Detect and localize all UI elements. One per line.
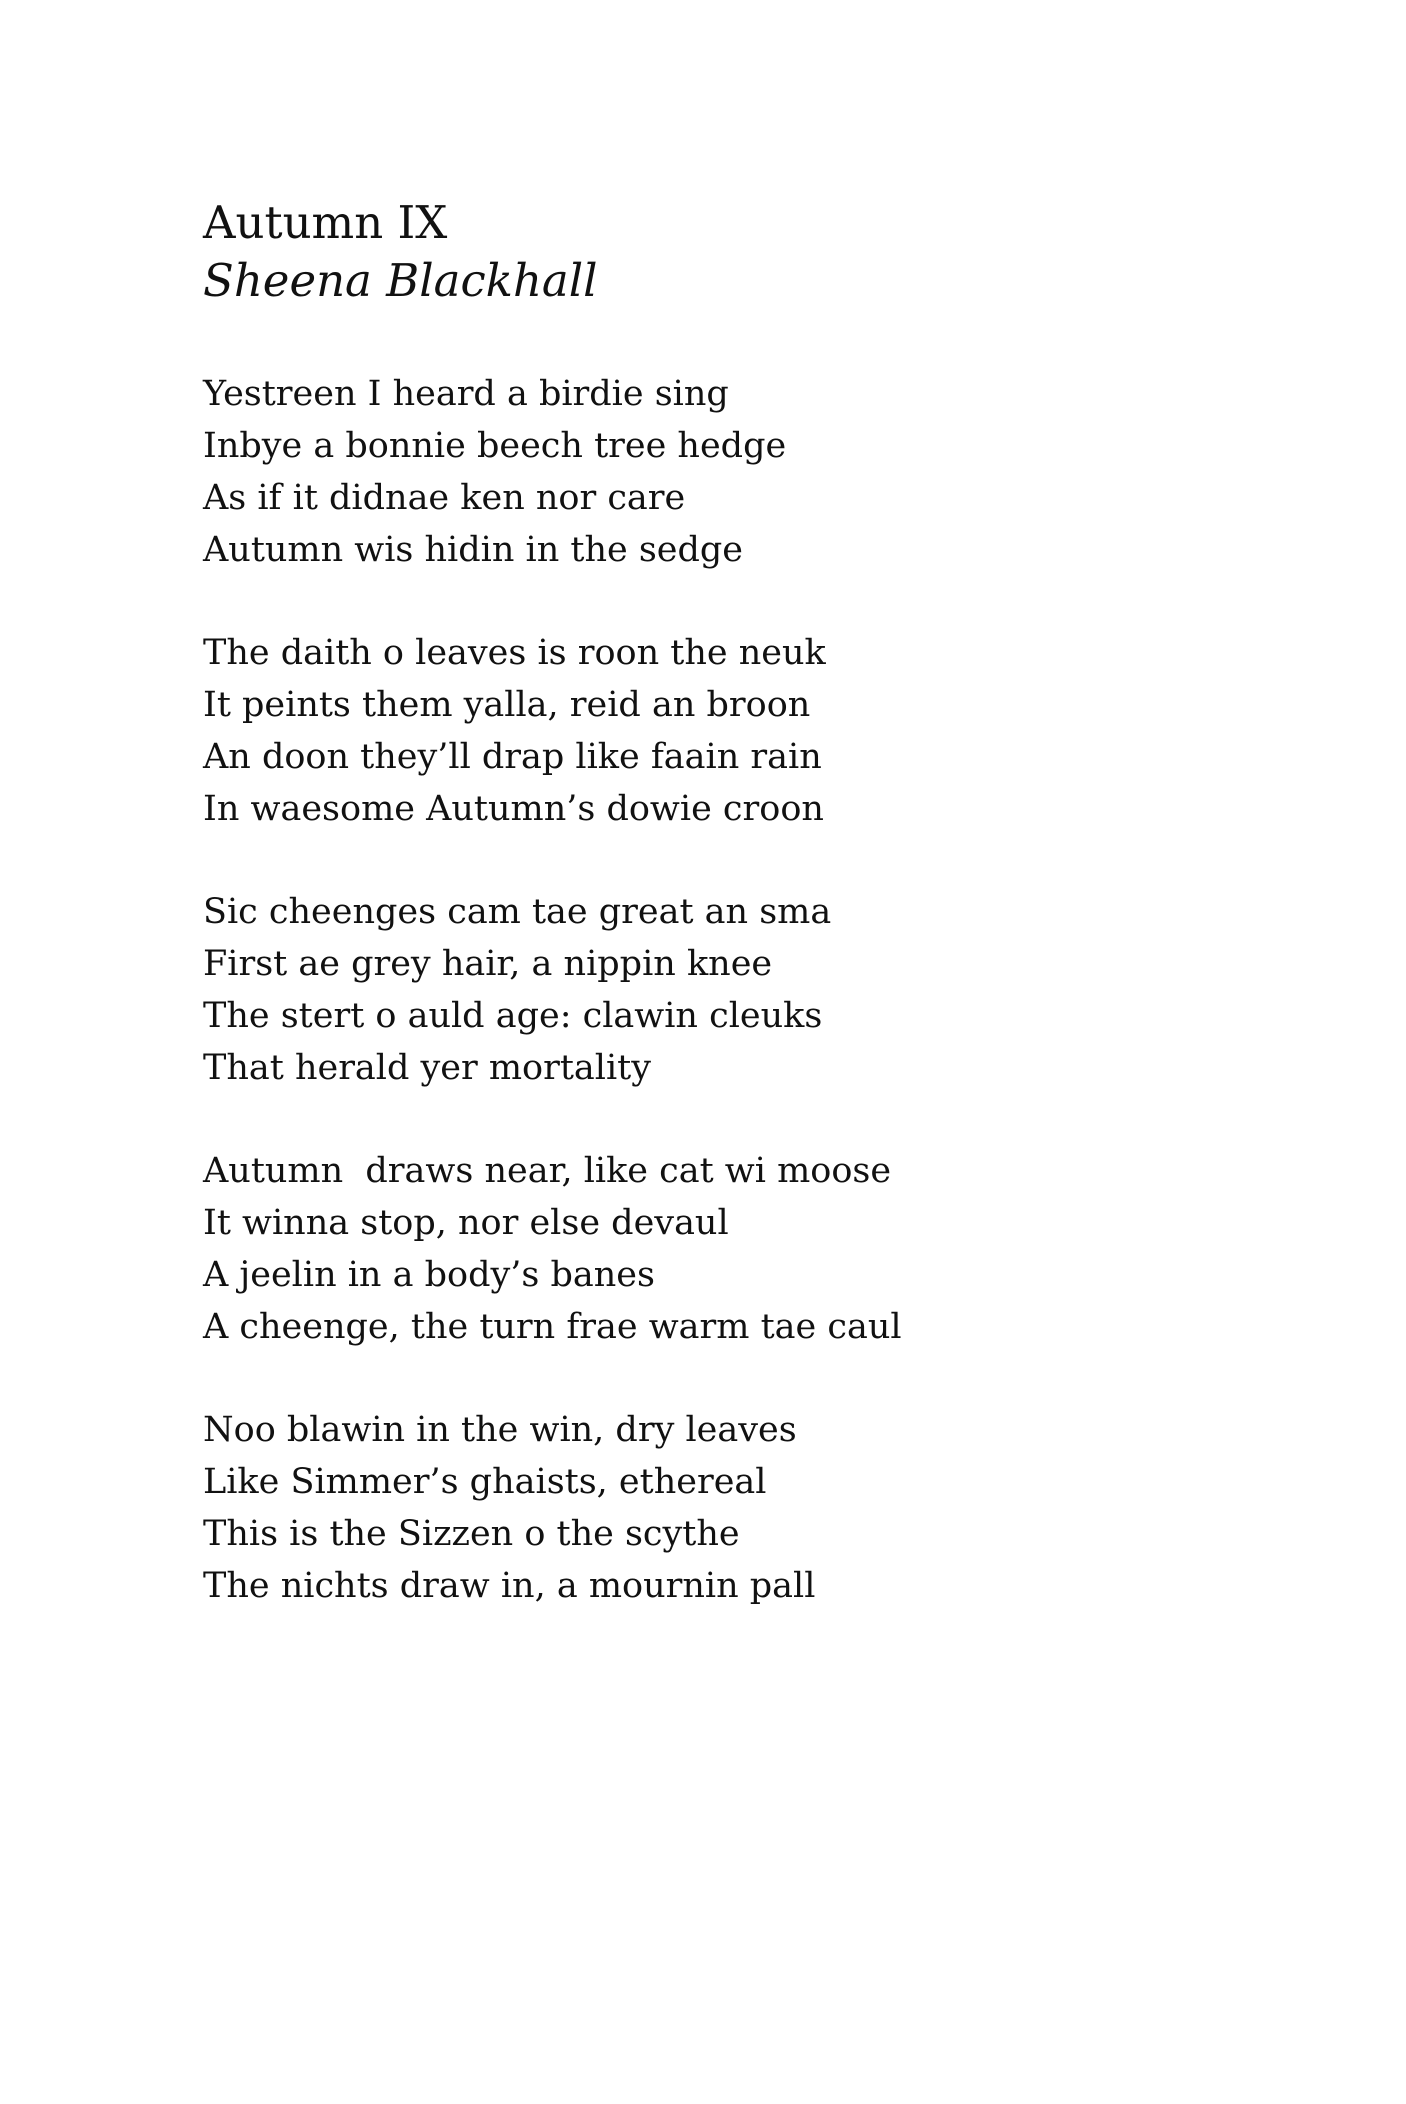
poem-line: The stert o auld age: clawin cleuks — [203, 996, 823, 1036]
poem-line: The nichts draw in, a mournin pall — [203, 1566, 816, 1606]
poem-line: In waesome Autumn’s dowie croon — [203, 789, 824, 829]
stanza-2 — [203, 627, 1203, 835]
stanza-4 — [203, 1145, 1203, 1353]
poem-line: Autumn wis hidin in the sedge — [203, 530, 744, 570]
poem-line: Autumn draws near, like cat wi moose — [203, 1151, 892, 1191]
poem-body — [203, 368, 1203, 1612]
poem-line: Noo blawin in the win, dry leaves — [203, 1410, 797, 1450]
stanza-1 — [203, 368, 1203, 576]
poem-line: First ae grey hair, a nippin knee — [203, 944, 773, 984]
poem-author: Sheena Blackhall — [203, 254, 598, 307]
poem-line: A cheenge, the turn frae warm tae caul — [203, 1307, 902, 1347]
poem-page — [203, 196, 1203, 1663]
poem-line: Like Simmer’s ghaists, ethereal — [203, 1462, 767, 1502]
poem-line: It peints them yalla, reid an broon — [203, 685, 811, 725]
poem-line: Inbye a bonnie beech tree hedge — [203, 426, 787, 466]
poem-line: As if it didnae ken nor care — [203, 478, 686, 518]
poem-line: That herald yer mortality — [203, 1048, 652, 1088]
poem-line: A jeelin in a body’s banes — [203, 1255, 655, 1295]
stanza-5 — [203, 1404, 1203, 1612]
poem-line: An doon they’ll drap like faain rain — [203, 737, 822, 777]
poem-title: Autumn IX — [203, 196, 448, 249]
poem-line: Sic cheenges cam tae great an sma — [203, 892, 832, 932]
poem-line: It winna stop, nor else devaul — [203, 1203, 729, 1243]
poem-line: Yestreen I heard a birdie sing — [203, 374, 729, 414]
poem-line: The daith o leaves is roon the neuk — [203, 633, 826, 673]
stanza-3 — [203, 886, 1203, 1094]
poem-line: This is the Sizzen o the scythe — [203, 1514, 740, 1554]
